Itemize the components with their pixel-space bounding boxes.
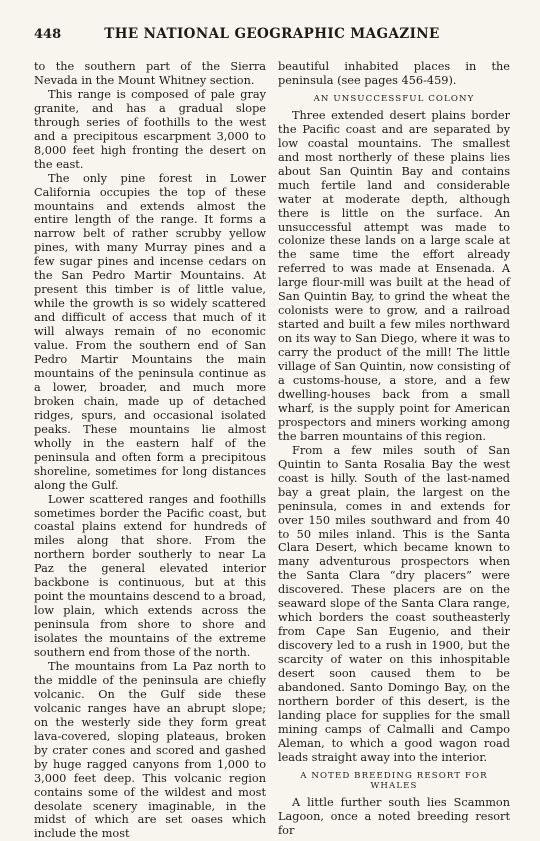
page-header bbox=[34, 26, 510, 50]
paragraph: Three extended desert plains border the Pacific coast and are separated by low coastal mountains. The smallest and most northerly of these plains lies about San Quintin Bay and contains much fertile land and considerable water at moderate depth, although there is little on the surface. An unsuccessful attempt was made to colonize these lands on a large scale at the same time the effort already referred to was made at Ensenada. A large flour-mill was built at the head of San Quintin Bay, to grind the wheat the colonists were to grow, and a railroad started and built a few miles northward on its way to San Diego, where it was to carry the product of the mill! The little village of San Quintin, now consisting of a customs-house, a store, and a few dwelling-houses back from a small wharf, is the supply point for American prospectors and miners working among the barren mountains of this region. bbox=[278, 108, 510, 443]
paragraph: The only pine forest in Lower California occupies the top of these mountains and extends almost the entire length of the range. It forms a narrow belt of rather scrubby yellow pines, with many Murray pines and a few sugar pines and incense cedars on the San Pedro Martir Mountains. At present this timber is of little value, while the growth is so widely scattered and difficult of access that much of it will always remain of no economic value. From the southern end of San Pedro Martir Mountains the main mountains of the peninsula continue as a lower, broader, and much more broken chain, made up of detached ridges, spurs, and occasional isolated peaks. These mountains lie almost wholly in the eastern half of the peninsula and often form a precipitous shoreline, sometimes for long distances along the Gulf. bbox=[34, 171, 266, 492]
paragraph: The mountains from La Paz north to the middle of the peninsula are chiefly volcanic. On the Gulf side these volcanic ranges have an abrupt slope; on the westerly side they form great lava-covered, sloping plateaus, broken by crater cones and scored and gashed by huge ragged canyons from 1,000 to 3,000 feet deep. This volcanic region contains some of the wildest and most desolate scenery imaginable, in the midst of which are set oases which include the most bbox=[34, 659, 266, 841]
article-body bbox=[34, 60, 510, 841]
left-column bbox=[34, 60, 266, 841]
page-number: 448 bbox=[34, 27, 62, 42]
paragraph: to the southern part of the Sierra Nevada in the Mount Whitney section. bbox=[34, 60, 266, 87]
paragraph: A little further south lies Scammon Lagoon, once a noted breeding resort for bbox=[278, 795, 510, 837]
section-heading: A NOTED BREEDING RESORT FOR WHALES bbox=[300, 770, 488, 791]
paragraph: This range is composed of pale gray granite, and has a gradual slope through series of foothills to the west and a precipitous escarpment 3,000 to 8,000 feet high fronting the desert on the east. bbox=[34, 87, 266, 171]
paragraph: beautiful inhabited places in the peninsula (see pages 456-459). bbox=[278, 60, 510, 87]
paragraph: Lower scattered ranges and foothills sometimes border the Pacific coast, but coastal plains extend for hundreds of miles along that shore. From the northern border southerly to near La Paz the general elevated interior backbone is continuous, but at this point the mountains descend to a broad, low plain, which extends across the peninsula from shore to shore and isolates the mountains of the extreme southern end from those of the north. bbox=[34, 492, 266, 660]
section-heading: AN UNSUCCESSFUL COLONY bbox=[313, 93, 475, 104]
paragraph: From a few miles south of San Quintin to Santa Rosalia Bay the west coast is hilly. South of the last-named bay a great plain, the largest on the peninsula, comes in and extends for over 150 miles southward and from 40 to 50 miles inland. This is the Santa Clara Desert, which became known to many adventurous prospectors when the Santa Clara “dry placers” were discovered. These placers are on the seaward slope of the Santa Clara range, which borders the coast southeasterly from Cape San Eugenio, and their discovery led to a rush in 1900, but the scarcity of water on this inhospitable desert soon caused them to be abandoned. Santo Domingo Bay, on the northern border of this desert, is the landing place for supplies for the small mining camps of Calmalli and Campo Aleman, to which a good wagon road leads straight away into the interior. bbox=[278, 443, 510, 764]
right-column bbox=[278, 60, 510, 841]
running-title: THE NATIONAL GEOGRAPHIC MAGAZINE bbox=[104, 26, 440, 42]
